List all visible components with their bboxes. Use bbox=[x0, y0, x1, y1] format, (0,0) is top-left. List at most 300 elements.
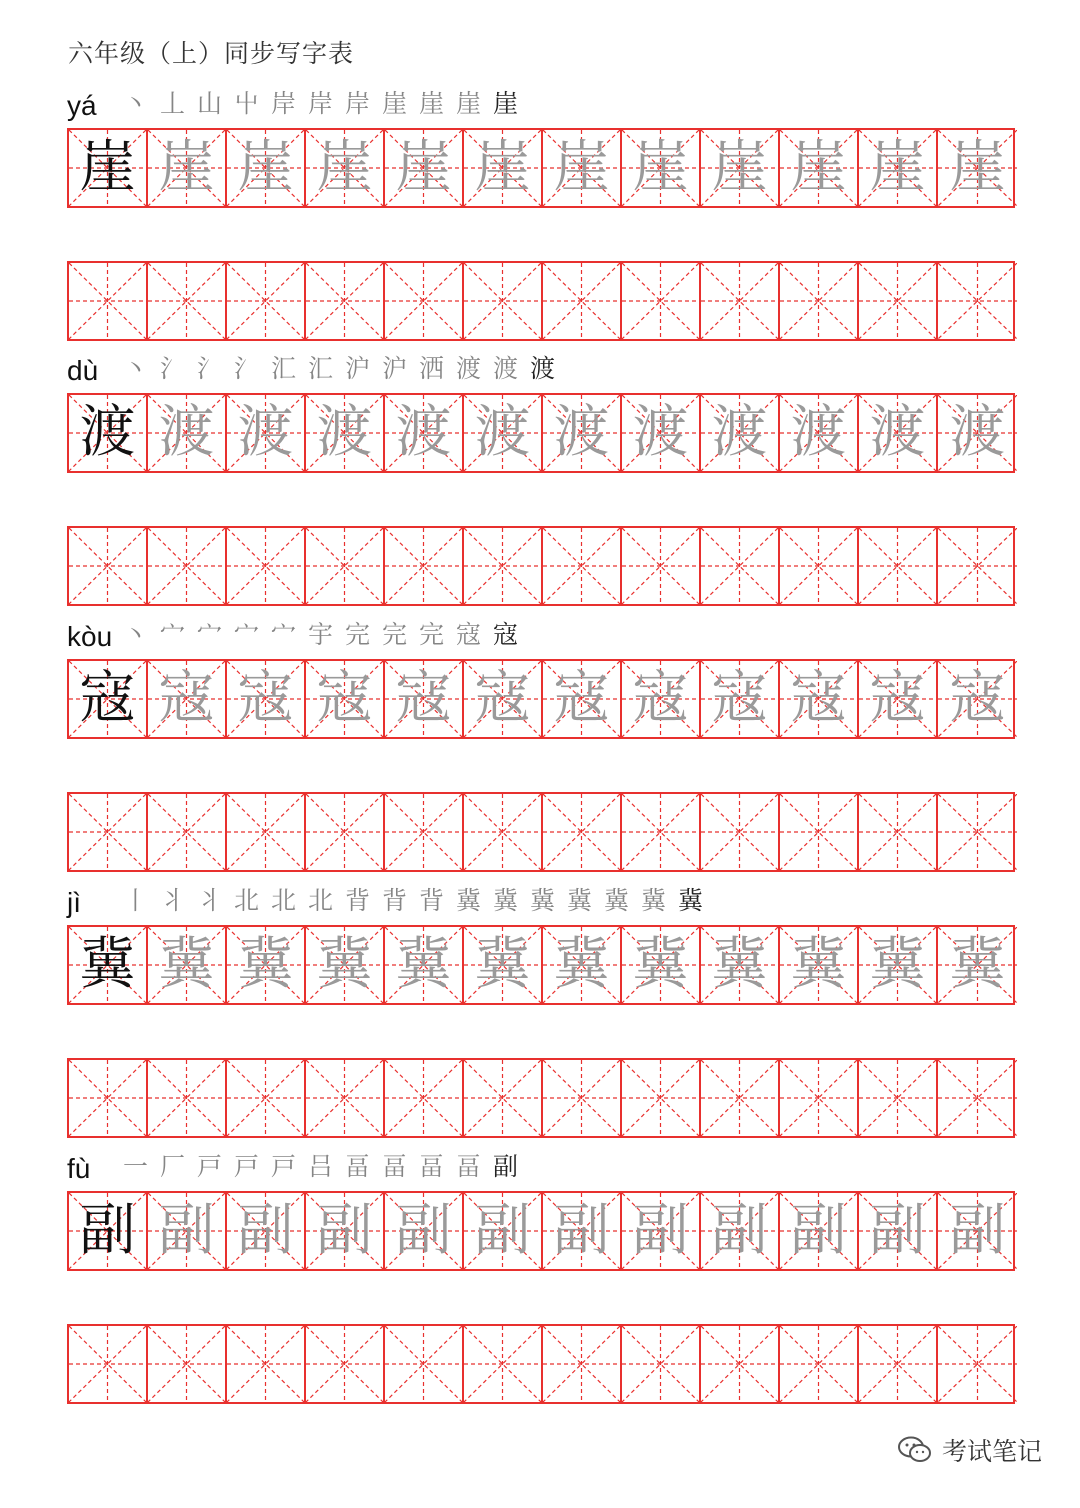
mi-grid-guide bbox=[148, 794, 225, 870]
mi-grid-guide bbox=[780, 1326, 857, 1402]
practice-cell[interactable] bbox=[464, 1326, 543, 1402]
trace-character: 渡 bbox=[158, 400, 215, 465]
practice-row bbox=[67, 1324, 1015, 1404]
trace-character: 渡 bbox=[316, 400, 373, 465]
practice-cell[interactable] bbox=[938, 1326, 1017, 1402]
stroke-step: 冀 bbox=[566, 886, 592, 915]
trace-character-cell bbox=[385, 130, 464, 206]
trace-character-cell bbox=[543, 661, 622, 737]
pinyin-line bbox=[67, 887, 1015, 925]
tracing-row bbox=[67, 128, 1015, 208]
mi-grid-guide bbox=[385, 1060, 462, 1136]
mi-grid-guide bbox=[859, 263, 936, 339]
practice-cell[interactable] bbox=[938, 794, 1017, 870]
practice-cell[interactable] bbox=[464, 528, 543, 604]
mi-grid-guide bbox=[622, 1060, 699, 1136]
stroke-step: 吕 bbox=[307, 1152, 333, 1181]
pinyin-line bbox=[67, 621, 1015, 659]
character-block bbox=[67, 355, 1015, 606]
watermark bbox=[898, 1432, 1042, 1468]
stroke-step: 丶 bbox=[122, 354, 148, 383]
mi-grid-guide bbox=[148, 1326, 225, 1402]
trace-character-cell bbox=[306, 130, 385, 206]
practice-cell[interactable] bbox=[148, 1326, 227, 1402]
trace-character-cell bbox=[543, 927, 622, 1003]
model-character: 崖 bbox=[79, 135, 136, 200]
trace-character: 崖 bbox=[790, 135, 847, 200]
practice-cell[interactable] bbox=[464, 1060, 543, 1136]
trace-character: 崖 bbox=[632, 135, 689, 200]
practice-cell[interactable] bbox=[780, 794, 859, 870]
mi-grid-guide bbox=[859, 794, 936, 870]
practice-cell[interactable] bbox=[622, 1060, 701, 1136]
practice-cell[interactable] bbox=[859, 1326, 938, 1402]
trace-character: 寇 bbox=[158, 666, 215, 731]
trace-character: 崖 bbox=[553, 135, 610, 200]
stroke-step: 冀 bbox=[640, 886, 666, 915]
stroke-step: 一 bbox=[122, 1152, 148, 1181]
practice-cell[interactable] bbox=[227, 1326, 306, 1402]
mi-grid-guide bbox=[543, 263, 620, 339]
mi-grid-guide bbox=[464, 263, 541, 339]
trace-character: 副 bbox=[949, 1198, 1006, 1263]
mi-grid-guide bbox=[859, 1326, 936, 1402]
stroke-step: 岸 bbox=[307, 89, 333, 118]
trace-character-cell bbox=[148, 130, 227, 206]
practice-cell[interactable] bbox=[385, 528, 464, 604]
trace-character-cell bbox=[148, 395, 227, 471]
trace-character-cell bbox=[780, 661, 859, 737]
pinyin: yá bbox=[67, 90, 97, 121]
trace-character: 冀 bbox=[949, 932, 1006, 997]
stroke-step: 渡 bbox=[529, 354, 555, 383]
practice-cell[interactable] bbox=[306, 1060, 385, 1136]
mi-grid-guide bbox=[464, 1326, 541, 1402]
mi-grid-guide bbox=[464, 528, 541, 604]
trace-character-cell bbox=[543, 130, 622, 206]
mi-grid-guide bbox=[543, 1326, 620, 1402]
stroke-step: 完 bbox=[418, 620, 444, 649]
practice-cell[interactable] bbox=[148, 1060, 227, 1136]
tracing-row bbox=[67, 1191, 1015, 1271]
stroke-step: 寇 bbox=[492, 620, 518, 649]
trace-character: 崖 bbox=[158, 135, 215, 200]
stroke-step: 完 bbox=[344, 620, 370, 649]
trace-character: 渡 bbox=[474, 400, 531, 465]
trace-character: 副 bbox=[237, 1198, 294, 1263]
character-block bbox=[67, 1153, 1015, 1404]
trace-character-cell bbox=[464, 661, 543, 737]
practice-cell[interactable] bbox=[859, 528, 938, 604]
trace-character-cell bbox=[938, 661, 1017, 737]
practice-cell[interactable] bbox=[69, 1060, 148, 1136]
mi-grid-guide bbox=[227, 263, 304, 339]
practice-cell[interactable] bbox=[938, 1060, 1017, 1136]
practice-cell[interactable] bbox=[385, 794, 464, 870]
mi-grid-guide bbox=[306, 1060, 383, 1136]
pinyin-line bbox=[67, 355, 1015, 393]
trace-character-cell bbox=[385, 395, 464, 471]
trace-character: 崖 bbox=[949, 135, 1006, 200]
mi-grid-guide bbox=[543, 528, 620, 604]
practice-cell[interactable] bbox=[543, 528, 622, 604]
stroke-step: 宀 bbox=[159, 620, 185, 649]
practice-cell[interactable] bbox=[938, 263, 1017, 339]
trace-character-cell bbox=[938, 130, 1017, 206]
model-character-cell bbox=[69, 130, 148, 206]
tracing-row bbox=[67, 925, 1015, 1005]
practice-cell[interactable] bbox=[622, 528, 701, 604]
model-character-cell bbox=[69, 1193, 148, 1269]
trace-character-cell bbox=[464, 130, 543, 206]
trace-character: 渡 bbox=[790, 400, 847, 465]
stroke-step: 渡 bbox=[492, 354, 518, 383]
mi-grid-guide bbox=[464, 794, 541, 870]
mi-grid-guide bbox=[148, 528, 225, 604]
trace-character-cell bbox=[464, 927, 543, 1003]
stroke-step: 崖 bbox=[455, 89, 481, 118]
trace-character-cell bbox=[701, 661, 780, 737]
stroke-step: 完 bbox=[381, 620, 407, 649]
trace-character: 寇 bbox=[395, 666, 452, 731]
model-character: 渡 bbox=[79, 400, 136, 465]
trace-character-cell bbox=[938, 1193, 1017, 1269]
stroke-step: 冀 bbox=[455, 886, 481, 915]
mi-grid-guide bbox=[938, 528, 1017, 604]
mi-grid-guide bbox=[622, 1326, 699, 1402]
stroke-step: 宀 bbox=[270, 620, 296, 649]
stroke-step: 山 bbox=[196, 89, 222, 118]
practice-cell[interactable] bbox=[227, 794, 306, 870]
stroke-step: 寇 bbox=[455, 620, 481, 649]
mi-grid-guide bbox=[148, 1060, 225, 1136]
stroke-step: 北 bbox=[233, 886, 259, 915]
trace-character-cell bbox=[780, 130, 859, 206]
watermark-text: 考试笔记 bbox=[941, 1437, 1042, 1466]
mi-grid-guide bbox=[69, 263, 146, 339]
mi-grid-guide bbox=[543, 794, 620, 870]
mi-grid-guide bbox=[701, 528, 778, 604]
trace-character: 副 bbox=[790, 1198, 847, 1263]
trace-character-cell bbox=[622, 395, 701, 471]
practice-cell[interactable] bbox=[938, 528, 1017, 604]
character-block bbox=[67, 621, 1015, 872]
practice-cell[interactable] bbox=[701, 263, 780, 339]
stroke-step: 汇 bbox=[307, 354, 333, 383]
trace-character-cell bbox=[780, 1193, 859, 1269]
mi-grid-guide bbox=[464, 1060, 541, 1136]
trace-character-cell bbox=[464, 1193, 543, 1269]
trace-character: 副 bbox=[869, 1198, 926, 1263]
trace-character-cell bbox=[227, 130, 306, 206]
stroke-step: 沪 bbox=[381, 354, 407, 383]
practice-cell[interactable] bbox=[622, 1326, 701, 1402]
trace-character: 冀 bbox=[632, 932, 689, 997]
trace-character-cell bbox=[543, 395, 622, 471]
trace-character: 冀 bbox=[474, 932, 531, 997]
trace-character-cell bbox=[701, 927, 780, 1003]
mi-grid-guide bbox=[938, 263, 1017, 339]
practice-cell[interactable] bbox=[69, 1326, 148, 1402]
practice-row bbox=[67, 1058, 1015, 1138]
stroke-step: 背 bbox=[344, 886, 370, 915]
model-character-cell bbox=[69, 395, 148, 471]
mi-grid-guide bbox=[385, 263, 462, 339]
mi-grid-guide bbox=[701, 263, 778, 339]
trace-character-cell bbox=[306, 1193, 385, 1269]
character-block bbox=[67, 90, 1015, 341]
model-character: 寇 bbox=[79, 666, 136, 731]
trace-character-cell bbox=[148, 1193, 227, 1269]
model-character: 副 bbox=[79, 1198, 136, 1263]
trace-character-cell bbox=[938, 927, 1017, 1003]
trace-character: 副 bbox=[158, 1198, 215, 1263]
practice-cell[interactable] bbox=[780, 528, 859, 604]
stroke-step: 氵 bbox=[196, 354, 222, 383]
mi-grid-guide bbox=[701, 1060, 778, 1136]
stroke-step: 畐 bbox=[381, 1152, 407, 1181]
practice-cell[interactable] bbox=[69, 794, 148, 870]
pinyin-line bbox=[67, 1153, 1015, 1191]
stroke-order-sequence bbox=[117, 881, 709, 917]
trace-character: 寇 bbox=[553, 666, 610, 731]
trace-character: 副 bbox=[711, 1198, 768, 1263]
practice-cell[interactable] bbox=[780, 1060, 859, 1136]
practice-cell[interactable] bbox=[543, 263, 622, 339]
mi-grid-guide bbox=[780, 263, 857, 339]
trace-character: 副 bbox=[395, 1198, 452, 1263]
stroke-step: 冀 bbox=[677, 886, 703, 915]
stroke-step: 氵 bbox=[233, 354, 259, 383]
trace-character-cell bbox=[859, 661, 938, 737]
trace-character: 寇 bbox=[316, 666, 373, 731]
stroke-step: 冀 bbox=[492, 886, 518, 915]
stroke-step: 北 bbox=[270, 886, 296, 915]
mi-grid-guide bbox=[148, 263, 225, 339]
mi-grid-guide bbox=[306, 1326, 383, 1402]
trace-character: 寇 bbox=[237, 666, 294, 731]
practice-cell[interactable] bbox=[701, 1326, 780, 1402]
practice-row bbox=[67, 526, 1015, 606]
practice-cell[interactable] bbox=[859, 794, 938, 870]
trace-character: 崖 bbox=[316, 135, 373, 200]
stroke-step: 畐 bbox=[455, 1152, 481, 1181]
practice-cell[interactable] bbox=[859, 1060, 938, 1136]
trace-character: 冀 bbox=[316, 932, 373, 997]
mi-grid-guide bbox=[622, 794, 699, 870]
wechat-icon bbox=[898, 1436, 932, 1464]
mi-grid-guide bbox=[227, 794, 304, 870]
trace-character: 渡 bbox=[632, 400, 689, 465]
mi-grid-guide bbox=[306, 528, 383, 604]
trace-character-cell bbox=[148, 661, 227, 737]
trace-character-cell bbox=[780, 927, 859, 1003]
trace-character: 寇 bbox=[949, 666, 1006, 731]
practice-cell[interactable] bbox=[227, 263, 306, 339]
trace-character-cell bbox=[622, 661, 701, 737]
trace-character: 寇 bbox=[632, 666, 689, 731]
stroke-step: 戸 bbox=[233, 1152, 259, 1181]
practice-cell[interactable] bbox=[227, 528, 306, 604]
stroke-step: 丶 bbox=[122, 89, 148, 118]
practice-cell[interactable] bbox=[543, 1060, 622, 1136]
trace-character-cell bbox=[780, 395, 859, 471]
stroke-step: 冀 bbox=[529, 886, 555, 915]
stroke-step: 丬 bbox=[196, 886, 222, 915]
trace-character: 崖 bbox=[869, 135, 926, 200]
stroke-step: 丶 bbox=[122, 620, 148, 649]
practice-cell[interactable] bbox=[464, 794, 543, 870]
stroke-step: 崖 bbox=[418, 89, 444, 118]
trace-character: 渡 bbox=[711, 400, 768, 465]
stroke-step: 宀 bbox=[196, 620, 222, 649]
stroke-step: 岸 bbox=[344, 89, 370, 118]
practice-cell[interactable] bbox=[148, 263, 227, 339]
stroke-step: 厂 bbox=[159, 1152, 185, 1181]
trace-character-cell bbox=[306, 395, 385, 471]
mi-grid-guide bbox=[543, 1060, 620, 1136]
trace-character: 副 bbox=[316, 1198, 373, 1263]
stroke-step: 岸 bbox=[270, 89, 296, 118]
stroke-step: 副 bbox=[492, 1152, 518, 1181]
stroke-order-sequence bbox=[117, 615, 524, 651]
practice-cell[interactable] bbox=[859, 263, 938, 339]
practice-cell[interactable] bbox=[622, 263, 701, 339]
practice-cell[interactable] bbox=[148, 528, 227, 604]
practice-cell[interactable] bbox=[464, 263, 543, 339]
stroke-step: 戸 bbox=[196, 1152, 222, 1181]
practice-cell[interactable] bbox=[780, 1326, 859, 1402]
trace-character: 寇 bbox=[869, 666, 926, 731]
mi-grid-guide bbox=[227, 1060, 304, 1136]
stroke-step: 宇 bbox=[307, 620, 333, 649]
trace-character: 冀 bbox=[790, 932, 847, 997]
stroke-step: 宀 bbox=[233, 620, 259, 649]
pinyin: jì bbox=[67, 887, 81, 918]
stroke-step: 丄 bbox=[159, 89, 185, 118]
trace-character-cell bbox=[622, 1193, 701, 1269]
trace-character-cell bbox=[227, 927, 306, 1003]
trace-character: 副 bbox=[632, 1198, 689, 1263]
trace-character-cell bbox=[385, 661, 464, 737]
pinyin: dù bbox=[67, 355, 99, 386]
practice-cell[interactable] bbox=[780, 263, 859, 339]
mi-grid-guide bbox=[938, 1326, 1017, 1402]
trace-character-cell bbox=[701, 130, 780, 206]
practice-cell[interactable] bbox=[306, 263, 385, 339]
mi-grid-guide bbox=[938, 1060, 1017, 1136]
trace-character-cell bbox=[464, 395, 543, 471]
stroke-step: 崖 bbox=[492, 89, 518, 118]
stroke-step: 氵 bbox=[159, 354, 185, 383]
stroke-step: 畐 bbox=[344, 1152, 370, 1181]
mi-grid-guide bbox=[701, 794, 778, 870]
mi-grid-guide bbox=[859, 1060, 936, 1136]
trace-character-cell bbox=[859, 395, 938, 471]
trace-character: 崖 bbox=[237, 135, 294, 200]
stroke-step: 丬 bbox=[159, 886, 185, 915]
mi-grid-guide bbox=[385, 794, 462, 870]
mi-grid-guide bbox=[227, 1326, 304, 1402]
stroke-step: 畐 bbox=[418, 1152, 444, 1181]
stroke-step: 汇 bbox=[270, 354, 296, 383]
tracing-row bbox=[67, 393, 1015, 473]
stroke-step: 背 bbox=[418, 886, 444, 915]
mi-grid-guide bbox=[69, 1060, 146, 1136]
practice-cell[interactable] bbox=[306, 1326, 385, 1402]
trace-character: 冀 bbox=[869, 932, 926, 997]
trace-character-cell bbox=[859, 1193, 938, 1269]
trace-character: 渡 bbox=[949, 400, 1006, 465]
practice-cell[interactable] bbox=[543, 794, 622, 870]
mi-grid-guide bbox=[859, 528, 936, 604]
stroke-order-sequence bbox=[117, 349, 561, 385]
tracing-row bbox=[67, 659, 1015, 739]
practice-cell[interactable] bbox=[227, 1060, 306, 1136]
stroke-step: 崖 bbox=[381, 89, 407, 118]
mi-grid-guide bbox=[385, 1326, 462, 1402]
trace-character: 冀 bbox=[553, 932, 610, 997]
trace-character: 渡 bbox=[395, 400, 452, 465]
practice-cell[interactable] bbox=[622, 794, 701, 870]
trace-character: 渡 bbox=[237, 400, 294, 465]
trace-character-cell bbox=[622, 927, 701, 1003]
mi-grid-guide bbox=[701, 1326, 778, 1402]
trace-character: 渡 bbox=[553, 400, 610, 465]
trace-character-cell bbox=[227, 1193, 306, 1269]
pinyin-line bbox=[67, 90, 1015, 128]
practice-cell[interactable] bbox=[148, 794, 227, 870]
trace-character: 副 bbox=[474, 1198, 531, 1263]
trace-character: 寇 bbox=[474, 666, 531, 731]
practice-cell[interactable] bbox=[701, 528, 780, 604]
trace-character: 寇 bbox=[711, 666, 768, 731]
stroke-step: 沪 bbox=[344, 354, 370, 383]
mi-grid-guide bbox=[622, 528, 699, 604]
trace-character: 崖 bbox=[711, 135, 768, 200]
practice-cell[interactable] bbox=[306, 794, 385, 870]
practice-cell[interactable] bbox=[701, 1060, 780, 1136]
stroke-step: 背 bbox=[381, 886, 407, 915]
trace-character: 冀 bbox=[158, 932, 215, 997]
practice-cell[interactable] bbox=[69, 528, 148, 604]
trace-character-cell bbox=[306, 927, 385, 1003]
practice-cell[interactable] bbox=[385, 1060, 464, 1136]
mi-grid-guide bbox=[622, 263, 699, 339]
trace-character-cell bbox=[385, 1193, 464, 1269]
practice-cell[interactable] bbox=[385, 1326, 464, 1402]
trace-character-cell bbox=[385, 927, 464, 1003]
practice-cell[interactable] bbox=[385, 263, 464, 339]
trace-character-cell bbox=[148, 927, 227, 1003]
practice-cell[interactable] bbox=[69, 263, 148, 339]
stroke-order-sequence bbox=[117, 84, 524, 120]
trace-character: 崖 bbox=[474, 135, 531, 200]
mi-grid-guide bbox=[69, 1326, 146, 1402]
trace-character-cell bbox=[543, 1193, 622, 1269]
trace-character: 副 bbox=[553, 1198, 610, 1263]
mi-grid-guide bbox=[385, 528, 462, 604]
practice-cell[interactable] bbox=[543, 1326, 622, 1402]
mi-grid-guide bbox=[780, 528, 857, 604]
stroke-step: 丨 bbox=[122, 886, 148, 915]
model-character-cell bbox=[69, 927, 148, 1003]
stroke-order-sequence bbox=[117, 1147, 524, 1183]
practice-cell[interactable] bbox=[306, 528, 385, 604]
stroke-step: 屮 bbox=[233, 89, 259, 118]
trace-character: 冀 bbox=[237, 932, 294, 997]
practice-cell[interactable] bbox=[701, 794, 780, 870]
